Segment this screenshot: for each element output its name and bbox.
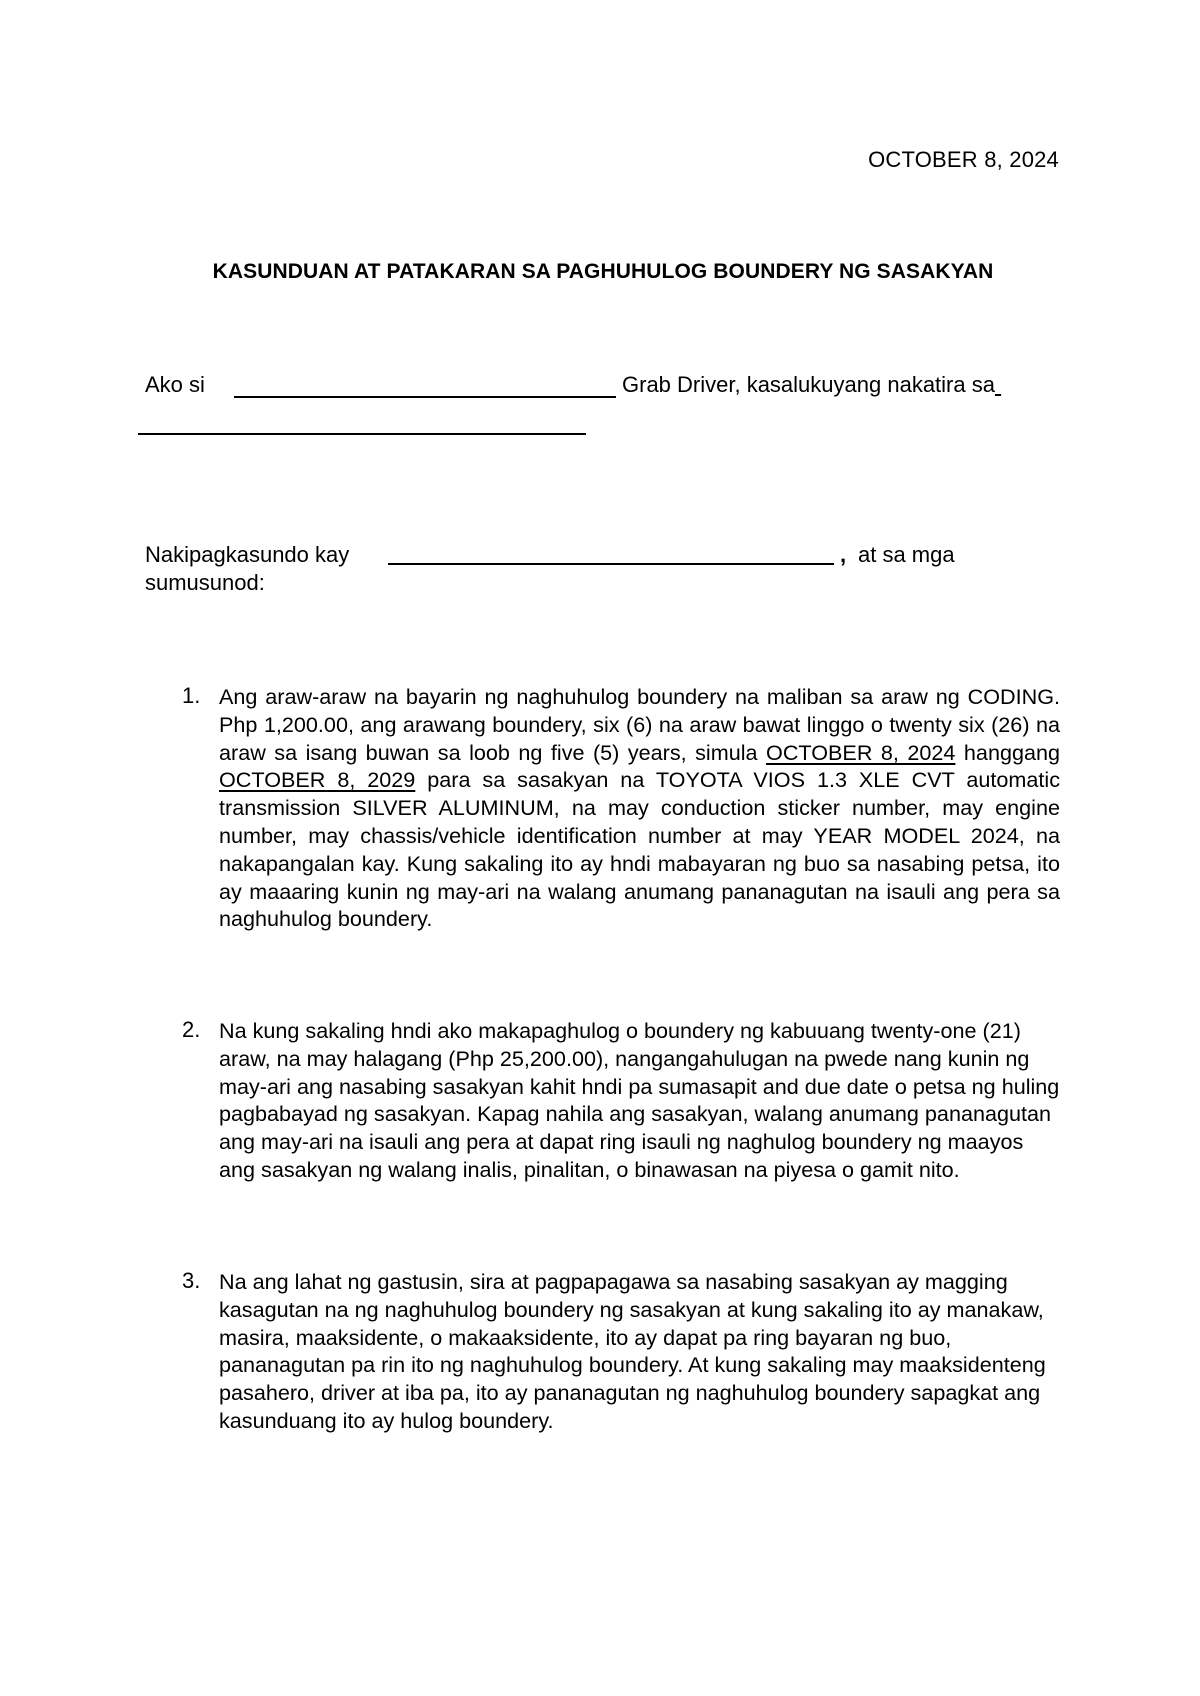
item-number: 2. xyxy=(182,1017,201,1042)
document-title: KASUNDUAN AT PATAKARAN SA PAGHUHULOG BOUNDERY NG SASAKYAN xyxy=(212,260,994,283)
end-date: OCTOBER 8, 2029 xyxy=(219,767,416,793)
ako-si-label: Ako si xyxy=(145,372,205,397)
at-sa-mga-text: at sa mga xyxy=(858,542,955,567)
driver-name-blank[interactable] xyxy=(234,396,616,398)
item-text: Na kung sakaling hndi ako makapaghulog o boundery ng kabuuang twenty-one (21) araw, na may halagang (Php 25,200.00), nangangahulugan na pwede nang kunin ng may-ari ang nasabing sasakyan kahit hndi pa sumasapit and due date o petsa ng huling pagbabayad ng sasakyan. Kapag nahila ang sasakyan, walang anumang pananagutan ang may-ari na isauli ang pera at dapat ring isauli ng naghulog boundery ng maayos ang sasakyan ng walang inalis, pinalitan, o binawasan na piyesa o gamit nito. xyxy=(219,1018,1060,1182)
item-text: Na ang lahat ng gastusin, sira at pagpapagawa sa nasabing sasakyan ay magging kasagutan na ng naghuhulog boundery ng sasakyan at kung sakaling ito ay manakaw, masira, maaksidente, o makaaksidente, ito ay dapat pa ring bayaran ng buo, pananagutan pa rin ito ng naghuhulog boundery. At kung sakaling may maaksidenteng pasahero, driver at iba pa, ito ay pananagutan ng naghuhulog boundery sapagkat ang kasunduang ito ay hulog boundery. xyxy=(219,1269,1046,1433)
grab-driver-text: Grab Driver, kasalukuyang nakatira sa xyxy=(622,372,995,397)
item-text: Ang araw-araw na bayarin ng naghuhulog boundery na maliban sa araw ng CODING. Php 1,200.00, ang arawang boundery, six (6) na araw bawat linggo o twenty six (26) na araw sa isang buwan sa loob ng five (5) years, simula OCTOBER 8, 2024 hanggang OCTOBER 8, 2029 para sa sasakyan na TOYOTA VIOS 1.3 XLE CVT automatic transmission SILVER ALUMINUM, na may conduction sticker number, may engine number, may chassis/vehicle identification number at may YEAR MODEL 2024, na nakapangalan kay. Kung sakaling ito ay hndi mabayaran ng buo sa nasabing petsa, ito ay maaaring kunin ng may-ari na walang anumang pananagutan na isauli ang pera sa naghuhulog boundery. xyxy=(219,684,1060,932)
nakipagkasundo-label: Nakipagkasundo kay xyxy=(145,542,350,567)
sumusunod-text: sumusunod: xyxy=(145,570,265,595)
item-number: 3. xyxy=(182,1268,201,1293)
owner-name-blank[interactable] xyxy=(388,563,834,565)
document-date: OCTOBER 8, 2024 xyxy=(868,147,1059,172)
start-date: OCTOBER 8, 2024 xyxy=(766,739,956,765)
address-blank[interactable] xyxy=(138,433,586,435)
comma: , xyxy=(840,542,847,567)
item-number: 1. xyxy=(182,683,201,708)
